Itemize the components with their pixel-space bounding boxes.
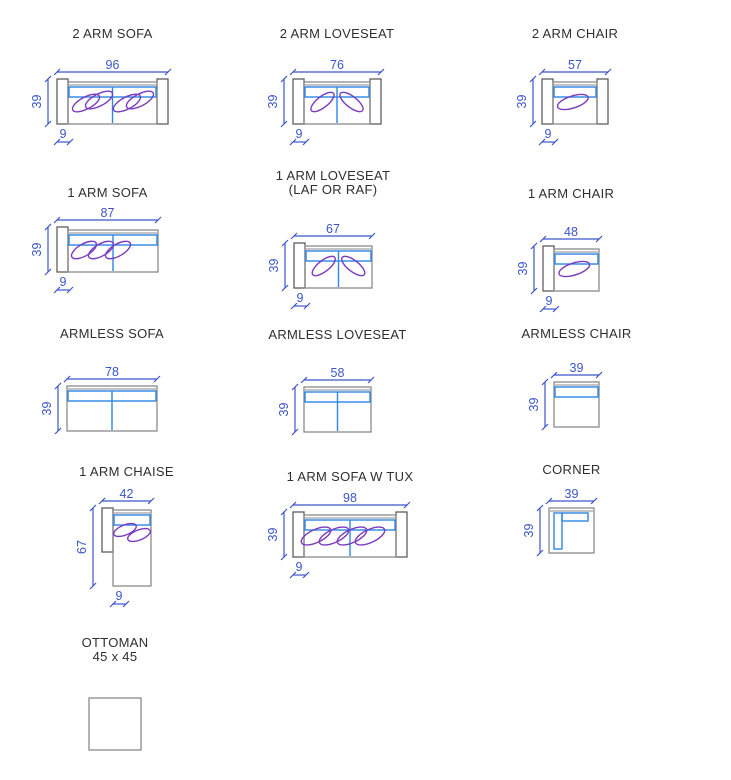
width-dim-label: 76 <box>330 58 344 72</box>
arm-dim-label: 9 <box>296 291 304 305</box>
depth-dim-label: 39 <box>516 261 530 276</box>
pillow-icon <box>339 253 368 279</box>
figure-armless-chair <box>521 326 632 453</box>
corner-outline <box>549 508 594 553</box>
1-arm-chair-drawing <box>513 222 608 317</box>
depth-dim-label: 39 <box>266 94 280 109</box>
width-dim-label: 78 <box>105 365 119 379</box>
2-arm-chair-drawing <box>512 55 617 150</box>
arm-panel <box>157 79 168 124</box>
width-dim-label: 67 <box>326 222 340 236</box>
figure-title <box>528 187 614 201</box>
arm-dim-label: 9 <box>59 275 67 289</box>
figure-title <box>542 463 600 477</box>
depth-dim-label: 67 <box>75 540 89 554</box>
depth-dim-label: 39 <box>267 258 281 273</box>
arm-dim-label: 9 <box>544 127 552 141</box>
figure-title <box>67 186 147 200</box>
pillow-icon <box>556 91 590 112</box>
width-dim-label: 87 <box>100 206 115 220</box>
arm-panel <box>293 512 304 557</box>
arm-panel <box>396 512 407 557</box>
1-arm-sofa-drawing <box>27 203 167 298</box>
figure-armless-loveseat <box>268 327 407 458</box>
figure-title <box>276 169 391 197</box>
pillow-icon <box>557 258 591 279</box>
figure-1-arm-sofa <box>27 185 167 298</box>
arm-panel <box>597 79 608 124</box>
figure-title-line: 2 ARM SOFA <box>72 26 153 41</box>
figure-title <box>532 27 618 41</box>
figure-title-line: 1 ARM CHAIR <box>527 186 615 201</box>
pillow-icon <box>309 253 338 279</box>
arm-dim-label: 9 <box>545 294 553 308</box>
seat-outline <box>554 382 599 427</box>
pillow-icon <box>308 89 337 115</box>
arm-panel <box>543 246 554 291</box>
arm-panel <box>57 227 68 272</box>
figure-title <box>287 470 414 484</box>
figure-armless-sofa <box>37 326 166 457</box>
armless-sofa-drawing <box>37 362 166 457</box>
depth-dim-label: 39 <box>277 402 291 417</box>
figure-title-line: CORNER <box>542 462 601 477</box>
figure-title-line: ARMLESS SOFA <box>59 326 165 341</box>
width-dim-label: 42 <box>119 487 134 501</box>
figure-1-arm-loveseat <box>264 168 391 314</box>
depth-dim-label: 39 <box>515 94 529 109</box>
arm-panel <box>293 79 304 124</box>
depth-dim-label: 39 <box>30 242 44 257</box>
ottoman-outline <box>89 698 141 750</box>
arm-dim-label: 9 <box>59 127 67 141</box>
ottoman-drawing <box>59 674 150 776</box>
width-dim-label: 39 <box>564 487 579 501</box>
depth-dim-label: 39 <box>266 527 280 542</box>
width-dim-label: 57 <box>568 58 582 72</box>
figure-title-line: ARMLESS LOVESEAT <box>268 327 407 342</box>
width-dim-label: 96 <box>105 58 120 72</box>
figure-2-arm-sofa <box>27 26 177 150</box>
arm-dim-label: 9 <box>295 127 303 141</box>
width-dim-label: 98 <box>343 491 357 505</box>
armless-loveseat-drawing <box>274 363 380 458</box>
figure-title-line: 1 ARM LOVESEAT <box>275 168 391 183</box>
figure-2-arm-chair <box>512 26 619 150</box>
figure-corner <box>519 462 603 579</box>
figure-1-arm-chaise <box>72 464 174 612</box>
figure-title-line: (LAF OR RAF) <box>288 182 378 197</box>
figure-title <box>79 465 174 479</box>
1-arm-loveseat-drawing <box>264 219 381 314</box>
figure-title <box>521 327 631 341</box>
width-dim-label: 48 <box>564 225 578 239</box>
figure-title-line: 2 ARM LOVESEAT <box>279 26 395 41</box>
1-arm-chaise-drawing <box>72 484 160 612</box>
depth-dim-label: 39 <box>30 94 44 109</box>
arm-panel <box>542 79 553 124</box>
back-band-vertical <box>554 513 562 549</box>
figure-title-line: 1 ARM SOFA <box>67 185 148 200</box>
arm-dim-label: 9 <box>295 560 303 574</box>
seat-outline <box>113 510 151 586</box>
figure-title-line: OTTOMAN <box>81 635 149 650</box>
figure-title-line: 1 ARM SOFA W TUX <box>286 469 414 484</box>
arm-panel <box>370 79 381 124</box>
figure-title-line: 2 ARM CHAIR <box>531 26 619 41</box>
figure-title <box>82 636 149 664</box>
figure-1-arm-sofa-w-tux <box>263 469 416 583</box>
armless-chair-drawing <box>524 358 608 453</box>
arm-panel <box>294 243 305 288</box>
back-band <box>555 387 598 397</box>
2-arm-sofa-drawing <box>27 55 177 150</box>
figure-title-line: 1 ARM CHAISE <box>79 464 174 479</box>
back-band-horizontal <box>562 513 588 521</box>
figure-ottoman <box>59 635 150 776</box>
corner-drawing <box>519 484 603 579</box>
figure-title <box>60 327 164 341</box>
1-arm-sofa-w-tux-drawing <box>263 488 416 583</box>
figure-title-line: ARMLESS CHAIR <box>521 326 632 341</box>
depth-dim-label: 39 <box>527 397 541 412</box>
2-arm-loveseat-drawing <box>263 55 390 150</box>
arm-dim-label: 9 <box>115 589 123 603</box>
depth-dim-label: 39 <box>40 401 54 416</box>
figure-2-arm-loveseat <box>263 26 395 150</box>
figure-title <box>280 27 395 41</box>
depth-dim-label: 39 <box>522 523 536 538</box>
width-dim-label: 58 <box>330 366 345 380</box>
arm-panel <box>57 79 68 124</box>
width-dim-label: 39 <box>569 361 584 375</box>
figure-title-line: 45 x 45 <box>92 649 138 664</box>
figure-title <box>72 27 152 41</box>
pillow-icon <box>337 89 366 115</box>
figure-1-arm-chair <box>513 186 615 317</box>
pillow-icon <box>126 526 152 544</box>
pillow-icon <box>112 521 138 539</box>
figure-title <box>268 328 406 342</box>
arm-panel <box>102 508 113 552</box>
